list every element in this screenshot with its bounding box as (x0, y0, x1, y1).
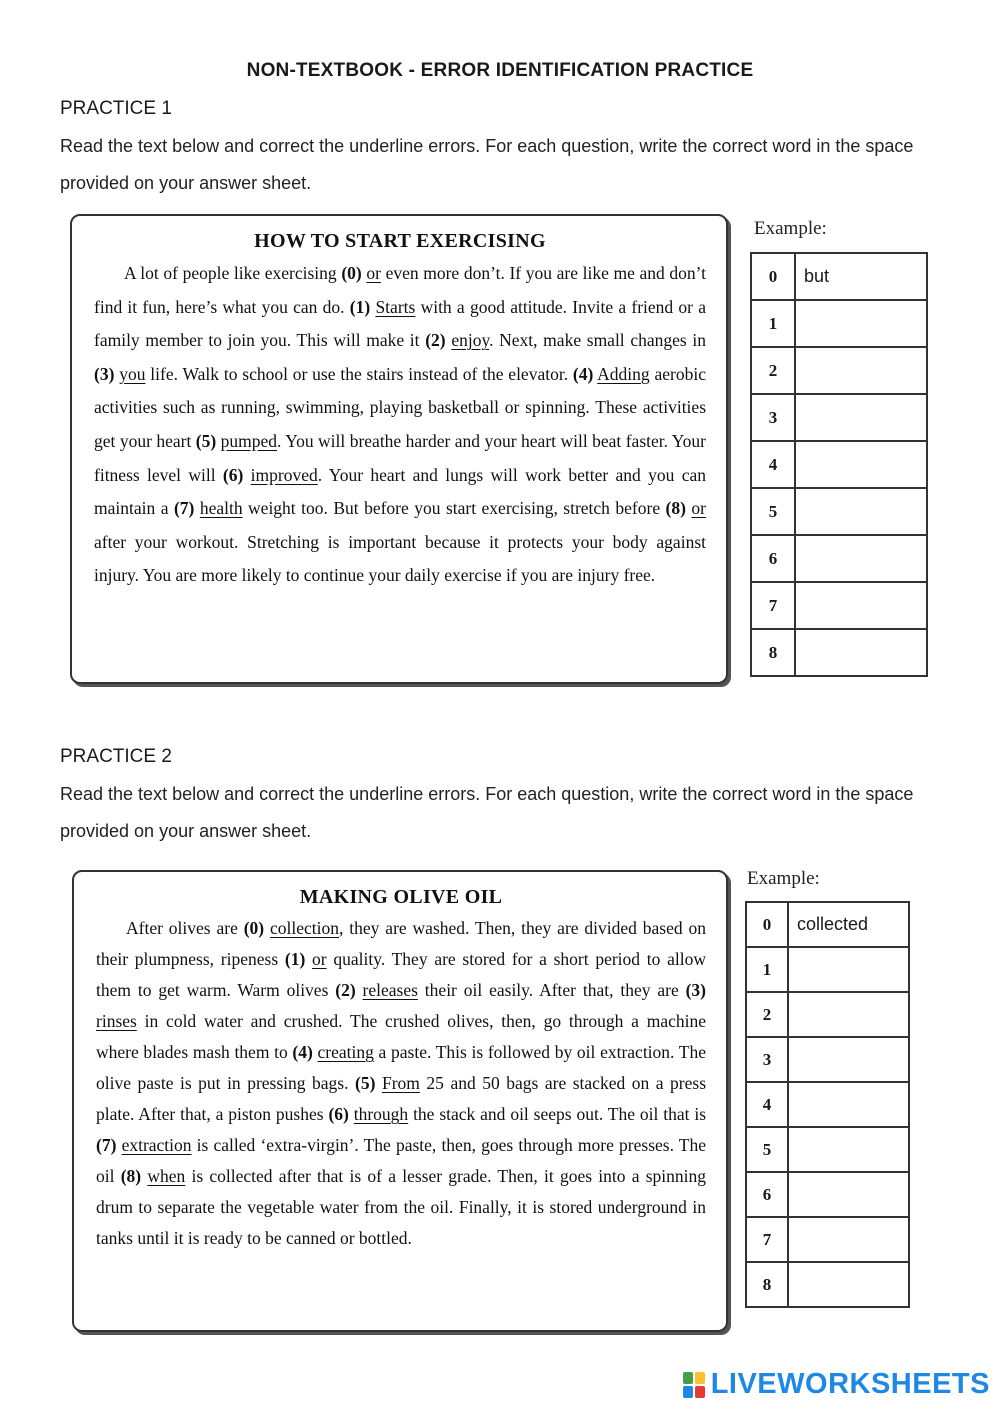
answer-number: 4 (746, 1082, 788, 1127)
passage-text: . Next, make small changes in (489, 330, 707, 351)
underlined-error: Starts (375, 296, 416, 317)
question-number: (6) (328, 1104, 349, 1124)
question-number: (2) (335, 980, 356, 1000)
passage-text: after your workout. Stretching is important because it protects your body against injury. You are more likely to continue your daily exercise if you are injury free. (94, 531, 706, 586)
underlined-error: enjoy (451, 330, 490, 351)
passage-text: their oil easily. After that, they are (417, 980, 686, 1000)
answer-input-cell[interactable] (795, 394, 927, 441)
answer-number: 6 (751, 535, 795, 582)
underlined-error: From (381, 1073, 420, 1093)
passage-text: even more don’t. If you are like me and don’t find it fun, here’s what you can do. (94, 263, 707, 317)
answer-input-cell[interactable] (788, 1037, 909, 1082)
logo-icon (683, 1372, 705, 1398)
answer-number: 8 (751, 629, 795, 676)
practice-1-heading: PRACTICE 1 (60, 98, 172, 119)
practice-2-answer-table (745, 901, 910, 1308)
underlined-error: extraction (121, 1135, 192, 1155)
answer-number: 7 (746, 1217, 788, 1262)
question-number: (0) (341, 263, 362, 283)
answer-number: 5 (746, 1127, 788, 1172)
underlined-error: or (691, 498, 706, 519)
passage-text: . Your heart and lungs will work better and you can maintain a (94, 464, 706, 519)
answer-row (751, 347, 927, 394)
answer-input-cell[interactable] (795, 441, 927, 488)
passage-text: A lot of people like exercising (124, 263, 342, 283)
passage-text (243, 465, 250, 485)
question-number: (5) (195, 430, 217, 451)
answer-input-cell[interactable] (788, 992, 909, 1037)
answer-row (746, 992, 909, 1037)
practice-2-instructions: Read the text below and correct the underline errors. For each question, write the correct word in the space provided on your answer sheet. (60, 784, 914, 841)
underlined-error: releases (362, 980, 418, 1000)
passage-text: weight too. But before you start exercising, stretch before (242, 498, 666, 519)
answer-input-cell[interactable] (788, 1082, 909, 1127)
answer-row (751, 582, 927, 629)
passage-text: with a good attitude. Invite a friend or a family member to join you. This will make it (94, 296, 706, 351)
practice-1-instructions: Read the text below and correct the underline errors. For each question, write the correct word in the space provided on your answer sheet. (60, 136, 914, 193)
question-number: (4) (292, 1042, 313, 1062)
answer-row (746, 1082, 909, 1127)
underlined-error: when (147, 1166, 186, 1186)
answer-number: 8 (746, 1262, 788, 1307)
question-number: (7) (96, 1135, 117, 1155)
question-number: (0) (243, 918, 265, 938)
underlined-error: improved (250, 464, 318, 485)
practice-2-passage (96, 913, 706, 1254)
question-number: (8) (120, 1166, 142, 1186)
passage-text: in cold water and crushed. The crushed olives, then, go through a machine where blades mash them to (96, 1011, 706, 1062)
underlined-error: or (312, 949, 327, 969)
question-number: (3) (685, 980, 707, 1000)
question-number: (1) (349, 296, 371, 317)
answer-input-cell[interactable] (795, 347, 927, 394)
page-title: NON-TEXTBOOK - ERROR IDENTIFICATION PRACTICE (246, 60, 754, 81)
answer-number: 1 (746, 947, 788, 992)
underlined-error: collection (270, 918, 340, 938)
example-answer: collected (788, 902, 909, 947)
question-number: (6) (222, 464, 244, 485)
answer-row (751, 394, 927, 441)
practice-1-answer-table (750, 252, 928, 677)
answer-input-cell[interactable] (795, 582, 927, 629)
answer-input-cell[interactable] (788, 1172, 909, 1217)
answer-input-cell[interactable] (795, 535, 927, 582)
passage-text: the stack and oil seeps out. The oil that is (408, 1104, 707, 1124)
underlined-error: pumped (220, 430, 278, 451)
passage-text: is collected after that is of a lesser grade. Then, it goes into a spinning drum to separate the vegetable water from the oil. Finally, it is stored underground in tanks until it is ready to be canned or bottled. (96, 1166, 706, 1248)
passage-text (356, 980, 363, 1000)
answer-number: 2 (746, 992, 788, 1037)
answer-row (746, 1262, 909, 1307)
logo-text: LIVEWORKSHEETS (710, 1368, 990, 1400)
practice-2-heading: PRACTICE 2 (60, 746, 172, 767)
question-number: (5) (355, 1073, 376, 1093)
answer-row (751, 535, 927, 582)
answer-row (746, 1172, 909, 1217)
example-answer: but (795, 253, 927, 300)
underlined-error: you (119, 363, 146, 384)
answer-row (751, 488, 927, 535)
answer-row (746, 1217, 909, 1262)
answer-input-cell[interactable] (788, 947, 909, 992)
answer-row (751, 441, 927, 488)
answer-row (751, 629, 927, 676)
answer-number: 2 (751, 347, 795, 394)
answer-row (751, 253, 927, 300)
answer-number: 3 (751, 394, 795, 441)
passage-text: a paste. This is followed by oil extraction. The olive paste is put in pressing bags. (96, 1042, 706, 1093)
answer-row (746, 1127, 909, 1172)
question-number: (4) (572, 363, 594, 384)
question-number: (8) (665, 498, 686, 519)
passage-text: . You will breathe harder and your heart will beat faster. Your fitness level will (94, 430, 707, 485)
answer-number: 4 (751, 441, 795, 488)
passage-text: , they are washed. Then, they are divided based on their plumpness, ripeness (96, 918, 707, 969)
answer-input-cell[interactable] (788, 1127, 909, 1172)
practice-1-box-title: HOW TO START EXERCISING (254, 230, 546, 252)
liveworksheets-logo (683, 1368, 990, 1401)
answer-number: 3 (746, 1037, 788, 1082)
answer-number: 0 (751, 253, 795, 300)
answer-input-cell[interactable] (795, 488, 927, 535)
question-number: (3) (94, 363, 115, 384)
answer-input-cell[interactable] (795, 300, 927, 347)
answer-input-cell[interactable] (795, 629, 927, 676)
passage-text: is called ‘extra-virgin’. The paste, then, goes through more presses. The oil (96, 1135, 706, 1186)
answer-number: 1 (751, 300, 795, 347)
practice-2-box-title: MAKING OLIVE OIL (299, 886, 503, 908)
underlined-error: creating (317, 1042, 374, 1062)
question-number: (2) (425, 330, 446, 351)
passage-text: After olives are (126, 918, 244, 938)
answer-number: 7 (751, 582, 795, 629)
underlined-error: health (199, 498, 243, 519)
underlined-error: rinses (96, 1011, 137, 1031)
question-number: (1) (284, 949, 306, 969)
practice-2-example-label: Example: (747, 868, 820, 889)
answer-row (746, 1037, 909, 1082)
underlined-error: or (366, 263, 381, 283)
question-number: (7) (173, 498, 195, 519)
underlined-error: Adding (597, 363, 650, 384)
answer-input-cell[interactable] (788, 1262, 909, 1307)
answer-number: 5 (751, 488, 795, 535)
passage-text: 25 and 50 bags are stacked on a press plate. After that, a piston pushes (96, 1073, 707, 1124)
answer-row (746, 947, 909, 992)
passage-text: quality. They are stored for a short period to allow them to get warm. Warm olives (96, 949, 707, 1000)
underlined-error: through (353, 1104, 409, 1124)
answer-row (751, 300, 927, 347)
practice-2-text-box (72, 870, 728, 1332)
practice-1-text-box (70, 214, 728, 684)
answer-number: 6 (746, 1172, 788, 1217)
passage-text: aerobic activities such as running, swimming, playing basketball or spinning. These activities get your heart (94, 363, 706, 451)
practice-1-passage (94, 257, 706, 593)
answer-input-cell[interactable] (788, 1217, 909, 1262)
practice-1-example-label: Example: (754, 218, 827, 239)
answer-row (746, 902, 909, 947)
passage-text: life. Walk to school or use the stairs instead of the elevator. (145, 363, 573, 384)
answer-number: 0 (746, 902, 788, 947)
